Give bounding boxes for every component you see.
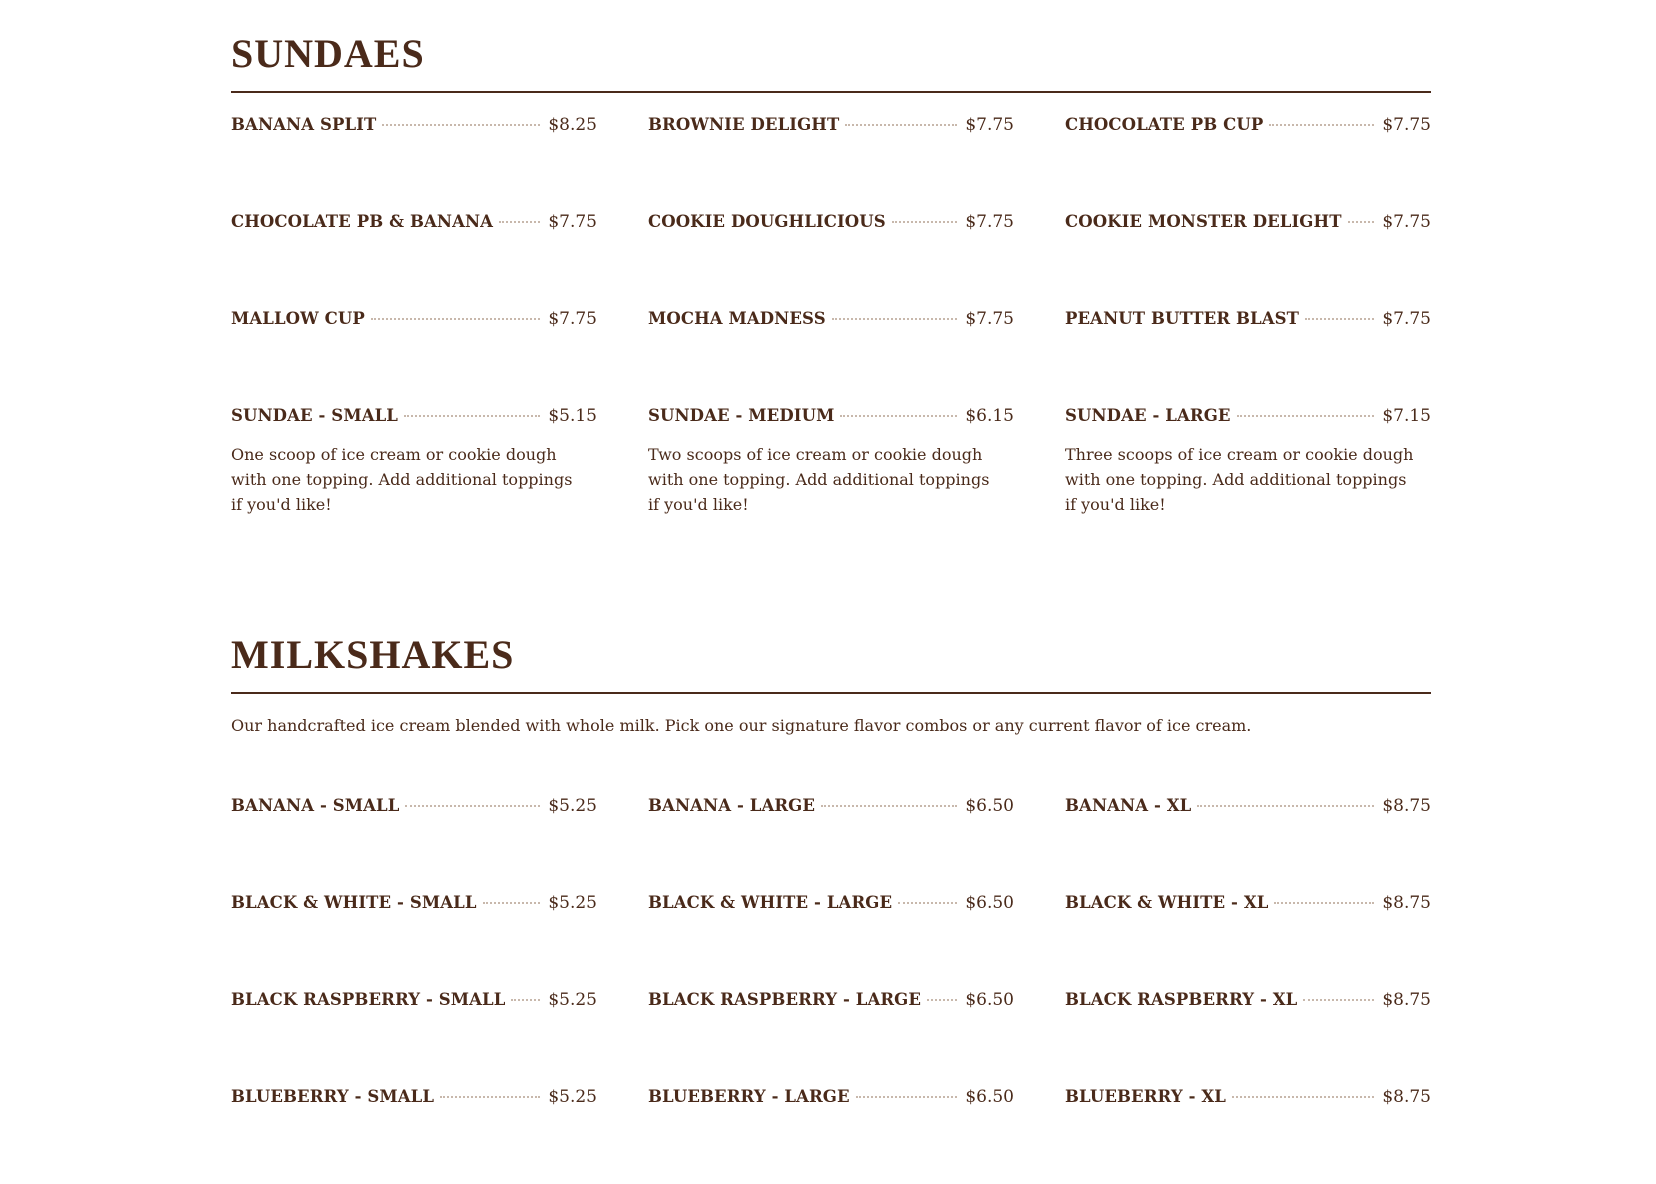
menu-item <box>231 990 597 1087</box>
item-name: BLUEBERRY - XL <box>1065 1087 1226 1106</box>
item-description: One scoop of ice cream or cookie dough with one topping. Add additional toppings if you'd like! <box>231 445 573 514</box>
item-name: BANANA SPLIT <box>231 115 377 134</box>
dot-leader <box>404 414 540 417</box>
item-price: $6.50 <box>965 1087 1014 1107</box>
item-price: $6.15 <box>965 406 1014 426</box>
item-name: BANANA - SMALL <box>231 796 400 815</box>
menu-item <box>1065 212 1431 309</box>
menu-item <box>1065 1087 1431 1184</box>
item-price: $7.75 <box>965 212 1014 232</box>
dot-leader <box>845 123 957 126</box>
item-name: SUNDAE - SMALL <box>231 406 398 425</box>
item-price: $8.75 <box>1382 1087 1431 1107</box>
item-name: MOCHA MADNESS <box>648 309 826 328</box>
item-name: BANANA - LARGE <box>648 796 816 815</box>
item-price: $8.75 <box>1382 893 1431 913</box>
dot-leader <box>371 317 540 320</box>
milkshakes-grid <box>231 796 1431 1184</box>
item-name: BLACK & WHITE - SMALL <box>231 893 477 912</box>
dot-leader <box>499 220 540 223</box>
item-name: BLUEBERRY - LARGE <box>648 1087 850 1106</box>
sundaes-title: SUNDAES <box>231 31 425 76</box>
dot-leader <box>1237 414 1375 417</box>
item-name: BLACK RASPBERRY - LARGE <box>648 990 922 1009</box>
dot-leader <box>832 317 958 320</box>
menu-item <box>648 990 1014 1087</box>
dot-leader <box>440 1095 540 1098</box>
item-price: $8.75 <box>1382 990 1431 1010</box>
sundaes-section <box>231 31 1431 517</box>
menu-item <box>231 1087 597 1184</box>
milkshakes-intro: Our handcrafted ice cream blended with whole milk. Pick one our signature flavor combos or any current flavor of ice cream. <box>231 716 1252 735</box>
sundaes-grid <box>231 115 1431 517</box>
item-price: $7.75 <box>965 115 1014 135</box>
item-name: CHOCOLATE PB CUP <box>1065 115 1264 134</box>
menu-item <box>648 1087 1014 1184</box>
item-price: $7.75 <box>548 212 597 232</box>
menu-item <box>231 796 597 893</box>
item-price: $7.15 <box>1382 406 1431 426</box>
item-name: BLACK RASPBERRY - SMALL <box>231 990 506 1009</box>
item-description: Two scoops of ice cream or cookie dough with one topping. Add additional toppings if you'd like! <box>648 445 990 514</box>
item-name: BLUEBERRY - SMALL <box>231 1087 435 1106</box>
menu-item <box>1065 893 1431 990</box>
item-price: $7.75 <box>1382 309 1431 329</box>
dot-leader <box>1274 901 1374 904</box>
item-price: $6.50 <box>965 990 1014 1010</box>
menu-item <box>1065 406 1431 517</box>
item-name: BANANA - XL <box>1065 796 1192 815</box>
menu-item <box>648 406 1014 517</box>
menu-item <box>648 309 1014 406</box>
menu-item <box>648 115 1014 212</box>
item-description: Three scoops of ice cream or cookie dough with one topping. Add additional toppings if you'd like! <box>1065 445 1414 514</box>
menu-item <box>1065 990 1431 1087</box>
item-name: SUNDAE - LARGE <box>1065 406 1231 425</box>
menu-item <box>648 212 1014 309</box>
item-price: $6.50 <box>965 893 1014 913</box>
item-name: BROWNIE DELIGHT <box>648 115 840 134</box>
item-price: $7.75 <box>1382 212 1431 232</box>
milkshakes-section <box>231 632 1431 1184</box>
item-price: $7.75 <box>548 309 597 329</box>
item-name: SUNDAE - MEDIUM <box>648 406 835 425</box>
item-price: $8.25 <box>548 115 597 135</box>
dot-leader <box>1232 1095 1374 1098</box>
milkshakes-divider <box>231 692 1431 694</box>
dot-leader <box>1348 220 1375 223</box>
dot-leader <box>892 220 958 223</box>
item-price: $5.25 <box>548 990 597 1010</box>
item-price: $7.75 <box>965 309 1014 329</box>
menu-item <box>648 796 1014 893</box>
dot-leader <box>1269 123 1374 126</box>
item-name: COOKIE MONSTER DELIGHT <box>1065 212 1342 231</box>
item-price: $8.75 <box>1382 796 1431 816</box>
dot-leader <box>856 1095 958 1098</box>
menu-item <box>231 309 597 406</box>
menu-item <box>1065 115 1431 212</box>
menu-item <box>231 893 597 990</box>
dot-leader <box>840 414 957 417</box>
dot-leader <box>821 804 957 807</box>
item-name: PEANUT BUTTER BLAST <box>1065 309 1300 328</box>
menu-item <box>231 406 597 517</box>
dot-leader <box>898 901 957 904</box>
item-price: $5.25 <box>548 1087 597 1107</box>
sundaes-divider <box>231 91 1431 93</box>
item-price: $6.50 <box>965 796 1014 816</box>
menu-item <box>1065 796 1431 893</box>
item-price: $5.25 <box>548 796 597 816</box>
dot-leader <box>382 123 540 126</box>
item-name: BLACK & WHITE - LARGE <box>648 893 893 912</box>
item-price: $5.25 <box>548 893 597 913</box>
item-name: BLACK & WHITE - XL <box>1065 893 1269 912</box>
dot-leader <box>511 998 540 1001</box>
item-price: $7.75 <box>1382 115 1431 135</box>
menu-item <box>648 893 1014 990</box>
item-name: MALLOW CUP <box>231 309 365 328</box>
dot-leader <box>1305 317 1374 320</box>
milkshakes-title: MILKSHAKES <box>231 632 515 677</box>
item-name: CHOCOLATE PB & BANANA <box>231 212 494 231</box>
dot-leader <box>1197 804 1374 807</box>
dot-leader <box>927 998 957 1001</box>
item-name: BLACK RASPBERRY - XL <box>1065 990 1298 1009</box>
dot-leader <box>405 804 540 807</box>
dot-leader <box>483 901 541 904</box>
dot-leader <box>1303 998 1374 1001</box>
menu-item <box>231 212 597 309</box>
item-price: $5.15 <box>548 406 597 426</box>
menu-item <box>1065 309 1431 406</box>
menu-item <box>231 115 597 212</box>
item-name: COOKIE DOUGHLICIOUS <box>648 212 886 231</box>
